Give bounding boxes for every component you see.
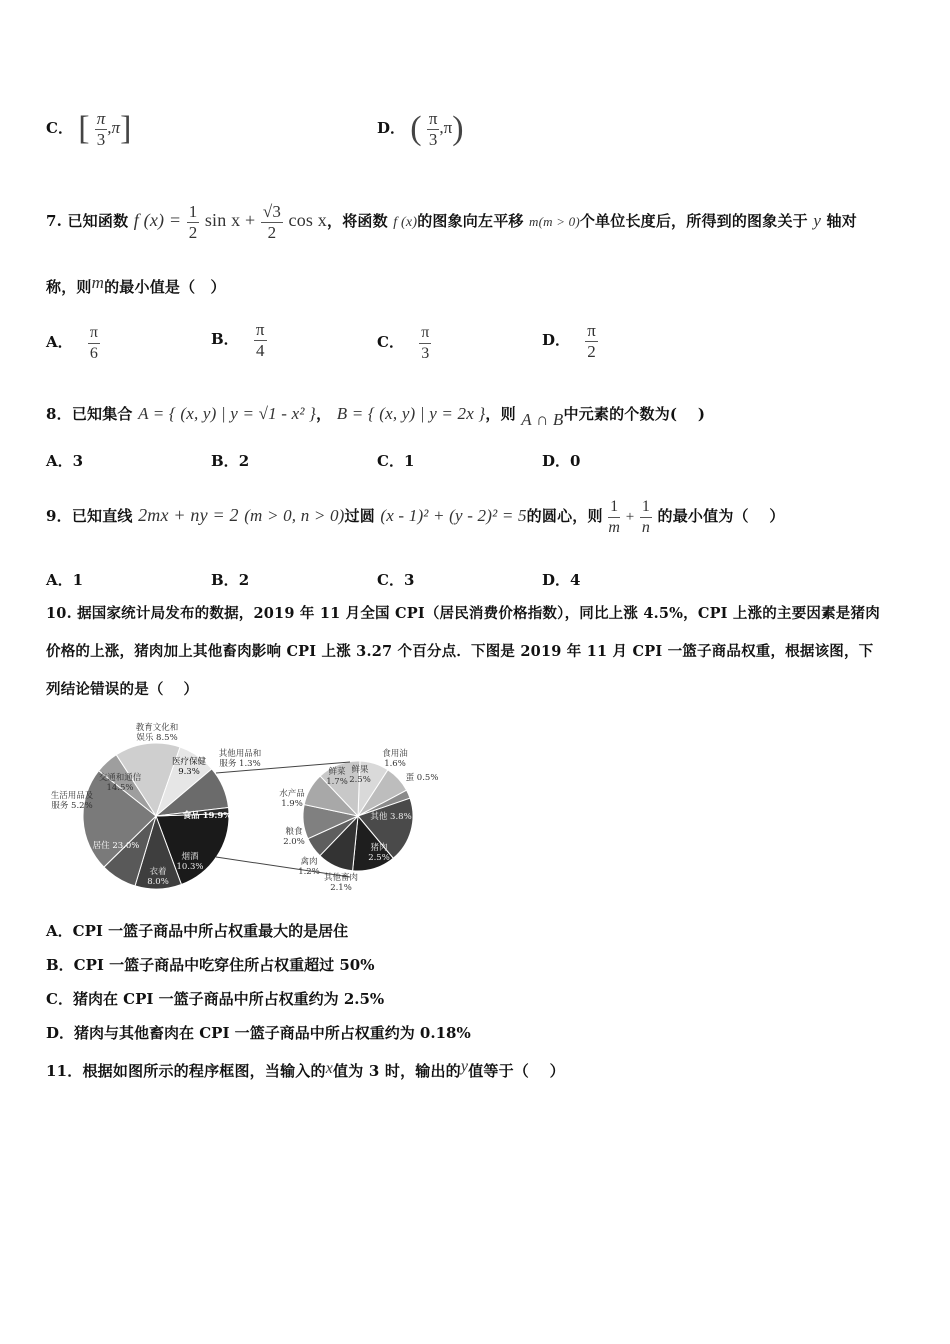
cpi-pie-charts — [40, 712, 460, 902]
q10-stem-line1: 10. 据国家统计局发布的数据，2019 年 11 月全国 CPI（居民消费价格指数），同比上涨 4.5%，CPI 上涨的主要因素是猪肉 — [46, 605, 880, 622]
chart-label: 鲜果 — [351, 765, 369, 775]
chart-label: 2.5% — [368, 853, 390, 863]
q9-option-b[interactable]: B．2 — [211, 571, 250, 589]
chart-label: 蛋 0.5% — [405, 773, 439, 783]
chart-label: 生活用品及 — [50, 791, 94, 801]
q10-stem-line2: 价格的上涨，猪肉加上其他畜肉影响 CPI 上涨 3.27 个百分点．下图是 2019 年 11 月 CPI 一篮子商品权重，根据该图，下 — [46, 643, 874, 660]
chart-label: 服务 1.3% — [219, 759, 261, 769]
chart-label: 食用油 — [382, 749, 408, 759]
chart-label: 粮食 — [285, 827, 303, 837]
q8-stem: 8．已知集合 A = { (x, y) | y = √1 - x² }， B = { (x, y) | y = 2x }，则 A ∩ B中元素的个数为( ) — [46, 404, 706, 429]
chart-label: 1.9% — [281, 799, 303, 809]
chart-label: 教育文化和 — [135, 723, 179, 733]
chart-label: 居住 23.0% — [92, 841, 140, 851]
q6-option-c[interactable]: C． [ $\frac{\pi}{3}$ ,π] — [46, 108, 132, 149]
q10-stem-line3: 列结论错误的是（ ） — [46, 681, 199, 698]
chart-label: 9.3% — [178, 767, 200, 777]
fraction: $\frac{\pi}{3}$ — [96, 108, 106, 149]
q7-option-a[interactable]: A． $\frac{\pi}{6}$ — [46, 323, 98, 362]
chart-label: 水产品 — [279, 789, 305, 799]
chart-label: 1.7% — [326, 777, 348, 787]
chart-label: 服务 5.2% — [51, 801, 93, 811]
chart-label: 8.0% — [147, 877, 169, 887]
q9-stem: 9．已知直线 2mx + ny = 2 (m > 0, n > 0)过圆 (x - 1)² + (y - 2)² = 5的圆心，则 $\frac{1}{m}$ + $\frac{1}{n}$ 的最小值为（ ） — [46, 497, 785, 536]
chart-label: 禽肉 — [300, 857, 318, 867]
chart-label: 14.5% — [106, 783, 134, 793]
chart-label: 交通和通信 — [98, 773, 142, 783]
chart-label: 2.1% — [330, 883, 352, 893]
q7-option-c[interactable]: C． $\frac{\pi}{3}$ — [377, 323, 430, 362]
q7-option-d[interactable]: D． $\frac{\pi}{2}$ — [542, 320, 596, 361]
q10-option-b[interactable]: B．CPI 一篮子商品中吃穿住所占权重超过 50% — [46, 956, 375, 974]
q9-option-a[interactable]: A．1 — [46, 571, 84, 589]
chart-label: 1.6% — [384, 759, 406, 769]
chart-label: 猪肉 — [370, 843, 388, 853]
chart-label: 衣着 — [149, 867, 167, 877]
chart-label: 医疗保健 — [171, 757, 207, 767]
fraction: $\frac{\pi}{3}$ — [428, 108, 438, 149]
chart-label: 10.3% — [176, 862, 204, 872]
chart-label: 其他畜肉 — [323, 873, 359, 883]
q7-stem-line2: 称，则m的最小值是（ ） — [46, 273, 226, 296]
chart-label: 其他 3.8% — [370, 812, 412, 822]
q8-option-d[interactable]: D．0 — [542, 452, 581, 470]
chart-label: 2.0% — [283, 837, 305, 847]
q6-option-d[interactable]: D． ( $\frac{\pi}{3}$ ,π) — [377, 108, 464, 149]
chart-label: 其他用品和 — [218, 749, 262, 759]
q8-option-b[interactable]: B．2 — [211, 452, 250, 470]
q10-option-d[interactable]: D．猪肉与其他畜肉在 CPI 一篮子商品中所占权重约为 0.18% — [46, 1024, 471, 1042]
chart-label: 烟酒 — [181, 852, 199, 862]
q7-stem-line1: 7. 已知函数 f (x) = $\frac{1}{2}$ sin x + $\frac{√3}{2}$ cos x，将函数 f (x)的图象向左平移 m(m > 0)个单位长度后，所得到的图象关于 y 轴对 — [46, 201, 857, 242]
q10-option-a[interactable]: A．CPI 一篮子商品中所占权重最大的是居住 — [46, 922, 349, 940]
q8-option-c[interactable]: C．1 — [377, 452, 415, 470]
q9-option-c[interactable]: C．3 — [377, 571, 415, 589]
chart-label: 2.5% — [349, 775, 371, 785]
q8-option-a[interactable]: A．3 — [46, 452, 84, 470]
q11-stem: 11．根据如图所示的程序框图，当输入的x值为 3 时，输出的y值等于（ ） — [46, 1058, 565, 1080]
chart-label: 1.2% — [298, 867, 320, 877]
chart-label: 食品 19.9% — [182, 811, 232, 821]
option-label: D． — [377, 119, 406, 137]
q9-option-d[interactable]: D．4 — [542, 571, 581, 589]
q10-option-c[interactable]: C．猪肉在 CPI 一篮子商品中所占权重约为 2.5% — [46, 990, 385, 1008]
option-label: C． — [46, 119, 73, 137]
chart-label: 鲜菜 — [328, 767, 346, 777]
q7-option-b[interactable]: B． $\frac{\pi}{4}$ — [211, 319, 265, 360]
chart-label: 娱乐 8.5% — [136, 733, 178, 743]
